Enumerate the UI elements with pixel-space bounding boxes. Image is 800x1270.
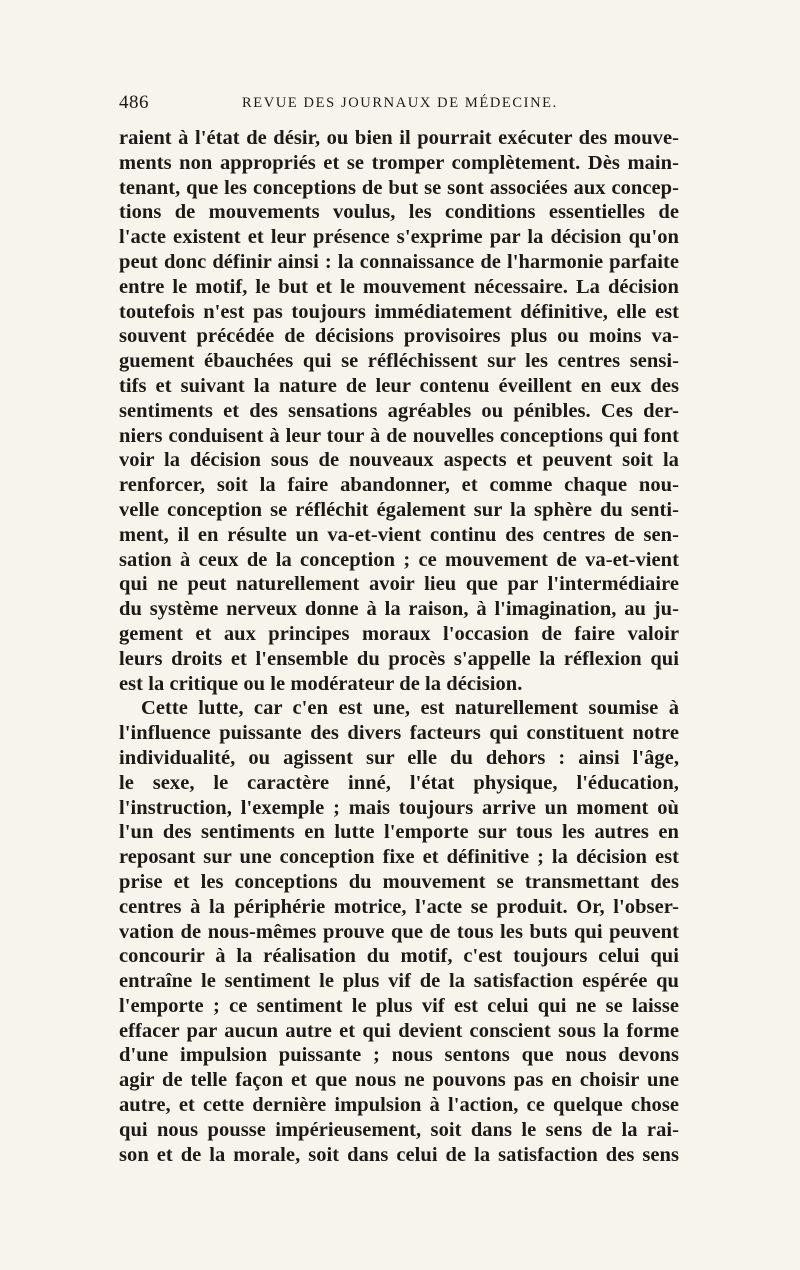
text-line: guement ébauchées qui se réfléchissent sur les centres sensi-	[119, 350, 679, 373]
text-line: entre le motif, le but et le mouvement nécessaire. La décision	[119, 275, 679, 298]
text-line: peut donc définir ainsi : la connaissance de l'harmonie parfaite	[119, 250, 679, 273]
text-line: tenant, que les conceptions de but se sont associées aux concep-	[119, 176, 679, 199]
text-line: effacer par aucun autre et qui devient conscient sous la forme	[119, 1019, 679, 1042]
text-line: autre, et cette dernière impulsion à l'action, ce quelque chose	[119, 1094, 679, 1117]
text-line: du système nerveux donne à la raison, à l'imagination, au ju-	[119, 598, 679, 621]
text-line: sentiments et des sensations agréables ou pénibles. Ces der-	[119, 399, 679, 422]
text-line: prise et les conceptions du mouvement se transmettant des	[119, 870, 679, 893]
text-line: l'emporte ; ce sentiment le plus vif est celui qui ne se laisse	[119, 994, 679, 1017]
running-title: REVUE DES JOURNAUX DE MÉDECINE.	[242, 95, 558, 111]
body-text	[119, 126, 679, 1167]
text-line: qui ne peut naturellement avoir lieu que par l'intermédiaire	[119, 573, 679, 596]
text-line: toutefois n'est pas toujours immédiatement définitive, elle est	[119, 300, 679, 323]
text-line: individualité, ou agissent sur elle du dehors : ainsi l'âge,	[119, 746, 679, 769]
text-line: centres à la périphérie motrice, l'acte se produit. Or, l'obser-	[119, 895, 679, 918]
text-line: reposant sur une conception fixe et définitive ; la décision est	[119, 846, 679, 869]
text-line: l'acte existent et leur présence s'exprime par la décision qu'on	[119, 226, 679, 249]
text-line: ment, il en résulte un va-et-vient continu des centres de sen-	[119, 523, 679, 546]
text-line: l'instruction, l'exemple ; mais toujours arrive un moment où	[119, 796, 679, 819]
text-line: velle conception se réfléchit également sur la sphère du senti-	[119, 498, 679, 521]
text-line: tifs et suivant la nature de leur contenu éveillent en eux des	[119, 374, 679, 397]
paragraph-start-line: Cette lutte, car c'en est une, est naturellement soumise à	[141, 697, 679, 720]
text-line: raient à l'état de désir, ou bien il pourrait exécuter des mouve-	[119, 127, 679, 149]
paragraph-end-line: est la critique ou le modérateur de la décision.	[119, 672, 523, 695]
text-line: l'un des sentiments en lutte l'emporte sur tous les autres en	[119, 821, 679, 844]
page-header	[119, 92, 679, 116]
text-line: niers conduisent à leur tour à de nouvelles conceptions qui font	[119, 424, 679, 447]
text-line: qui nous pousse impérieusement, soit dans le sens de la rai-	[119, 1118, 679, 1141]
text-line: agir de telle façon et que nous ne pouvons pas en choisir une	[119, 1069, 679, 1092]
text-line: entraîne le sentiment le plus vif de la satisfaction espérée qu	[119, 970, 679, 993]
text-line: concourir à la réalisation du motif, c'est toujours celui qui	[119, 945, 679, 968]
text-line: son et de la morale, soit dans celui de la satisfaction des sens	[119, 1143, 679, 1166]
text-line: gement et aux principes moraux l'occasion de faire valoir	[119, 622, 679, 645]
text-line: ments non appropriés et se tromper complètement. Dès main-	[119, 151, 679, 174]
text-line: sation à ceux de la conception ; ce mouvement de va-et-vient	[119, 548, 679, 571]
text-line: d'une impulsion puissante ; nous sentons que nous devons	[119, 1044, 679, 1067]
text-line: l'influence puissante des divers facteurs qui constituent notre	[119, 722, 679, 745]
text-line: renforcer, soit la faire abandonner, et comme chaque nou-	[119, 474, 679, 497]
text-line: voir la décision sous de nouveaux aspects et peuvent soit la	[119, 449, 679, 472]
page-number: 486	[119, 92, 149, 113]
text-line: vation de nous-mêmes prouve que de tous les buts qui peuvent	[119, 920, 679, 943]
text-line: tions de mouvements voulus, les conditions essentielles de	[119, 201, 679, 224]
text-line: souvent précédée de décisions provisoires plus ou moins va-	[119, 325, 679, 348]
text-line: le sexe, le caractère inné, l'état physique, l'éducation,	[119, 771, 679, 794]
text-line: leurs droits et l'ensemble du procès s'appelle la réflexion qui	[119, 647, 679, 670]
